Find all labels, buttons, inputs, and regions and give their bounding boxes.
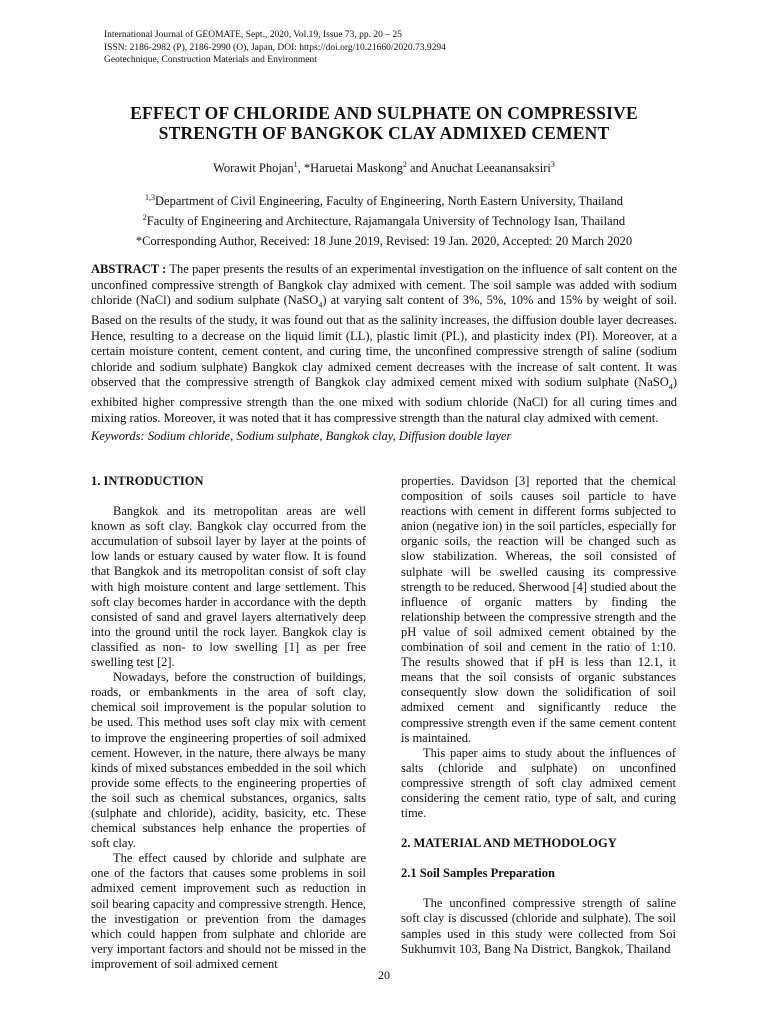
soil-samples-paragraph: The unconfined compressive strength of saline soft clay is discussed (chloride and sulphate). The soil samples used in this study were collected from Soi Sukhumvit 103, Bang Na District, Bangkok, Thailand: [401, 896, 676, 956]
author-1-affil-mark: 1: [293, 160, 298, 169]
section-heading-material-methodology: 2. MATERIAL AND METHODOLOGY: [401, 836, 617, 851]
affiliation-1-mark: 1,3: [145, 193, 156, 202]
abstract-text-1: The paper presents the results of an experimental investigation on the influence of salt content on the unconfined compressive strength of Bangkok clay admixed with cement. The soil sample was added with sodium chloride (NaCl) and sodium sulphate (NaSO: [91, 262, 677, 307]
author-1: Worawit Phojan: [213, 161, 294, 176]
paper-title: [60, 103, 708, 143]
abstract-text-2: ) at varying salt content of 3%, 5%, 10% and 15% by weight of soil. Based on the results of the study, it was found out that as the salinity increases, the diffusion double layer decreases. Hence, resulting to a decrease on the liquid limit (LL), plastic limit (PL), and plasticity index (PI). Moreover, at a certain moisture content, cement content, and curing time, the unconfined compressive strength of saline (sodium chloride and sodium sulphate) Bangkok clay admixed cement decreases with the increase of salt content. It was observed that the compressive strength of Bangkok clay admixed cement mixed with sodium sulphate (NaSO: [91, 293, 678, 389]
affiliation-2-mark: 2: [142, 212, 147, 222]
affiliations: [60, 190, 708, 229]
abstract-subscript-1: 4: [318, 300, 323, 310]
keywords: Keywords: Sodium chloride, Sodium sulphate, Bangkok clay, Diffusion double layer: [91, 429, 512, 443]
left-column: [91, 474, 366, 972]
intro-paragraph-1: Bangkok and its metropolitan areas are well known as soft clay. Bangkok clay occurred from the accumulation of subsoil layer by layer at the points of low lands or estuary caused by water flow. It is found that Bangkok and its metropolitan consist of soft clay with high moisture content and large settlement. This soft clay becomes harder in accordance with the depth consisted of sand and gravel layers alternatively deep into the ground until the rock layer. Bangkok clay is classified as non- to low swelling [1] as per free swelling test [2].: [91, 504, 366, 670]
subsection-heading-soil-samples: 2.1 Soil Samples Preparation: [401, 866, 555, 881]
abstract-text-3: ) exhibited higher compressive strength than the one mixed with sodium chloride (NaCl) for all curing times and mixing ratios. Moreover, it was noted that it has compressive strength than the natural clay admixed with cement.: [91, 375, 677, 425]
author-3-affil-mark: 3: [550, 160, 555, 169]
affiliation-2-text: Faculty of Engineering and Architecture, Rajamangala University of Technology Isan, Thailand: [146, 213, 626, 228]
abstract-subscript-2: 4: [668, 382, 673, 392]
journal-citation: International Journal of GEOMATE, Sept., 2020, Vol.19, Issue 73, pp. 20 – 25: [104, 30, 402, 40]
author-2-affil-mark: 2: [402, 160, 407, 169]
author-list: [60, 160, 708, 176]
title-line-2: STRENGTH OF BANGKOK CLAY ADMIXED CEMENT: [158, 123, 610, 143]
intro-paragraph-4: This paper aims to study about the influences of salts (chloride and sulphate) on unconfined compressive strength of soft clay admixed cement considering the cement ratio, type of salt, and curing time.: [401, 745, 676, 821]
section-heading-introduction: 1. INTRODUCTION: [91, 474, 204, 488]
journal-header: [104, 29, 446, 67]
intro-paragraph-2: Nowadays, before the construction of buildings, roads, or embankments in the area of soft clay, chemical soil improvement is the popular solution to be used. This method uses soft clay mix with cement to improve the engineering properties of soil admixed cement. However, in the nature, there always be many kinds of mixed substances embedded in the soil which provide some effects to the engineering properties of the soil such as chemical substances, organics, salts (sulphate and chloride), acidity, basicity, etc. These chemical substances help enhance the properties of soft clay.: [91, 670, 366, 851]
affiliation-1: [60, 190, 708, 210]
journal-category: Geotechnique, Construction Materials and Environment: [104, 55, 317, 65]
journal-issn-doi: ISSN: 2186-2982 (P), 2186-2990 (O), Japan, DOI: https://doi.org/10.21660/2020.73.9294: [104, 42, 446, 53]
intro-paragraph-3-continued: properties. Davidson [3] reported that the chemical composition of soils causes soil particle to have reactions with cement in different forms subjected to anion (negative ion) in the soil particles, especially for organic soils, the reaction will be changed such as slow stabilization. Whereas, the soil consisted of sulphate will be swelled causing its compressive strength to be reduced. Sherwood [4] studied about the influence of organic matters by finding the relationship between the compressive strength and the pH value of soil admixed cement obtained by the combination of soil and cement in the ratio of 1:10. The results showed that if pH is less than 12.1, it means that the soil consists of organic substances consequently slow down the solidification of soil admixed cement and significantly reduce the compressive strength even if the same cement content is maintained.: [401, 474, 676, 745]
affiliation-1-text: Department of Civil Engineering, Faculty of Engineering, North Eastern University, Thailand: [155, 194, 623, 209]
title-line-1: EFFECT OF CHLORIDE AND SULPHATE ON COMPRESSIVE: [130, 103, 638, 123]
page-number: 20: [378, 968, 390, 982]
intro-paragraph-3: The effect caused by chloride and sulphate are one of the factors that causes some problems in soil admixed cement improvement such as reduction in soil bearing capacity and compressive strength. Hence, the investigation or prevention from the damages which could happen from sulphate and chloride are very important factors and should not be missed in the improvement of soil admixed cement: [91, 851, 366, 971]
author-3: and Anuchat Leeanansaksiri: [406, 161, 551, 176]
author-2: , *Haruetai Maskong: [297, 161, 403, 176]
corresponding-author-line: *Corresponding Author, Received: 18 June 2019, Revised: 19 Jan. 2020, Accepted: 20 March 2020: [135, 234, 633, 248]
abstract-label: ABSTRACT :: [91, 262, 167, 276]
affiliation-2: [60, 210, 708, 230]
right-column: [401, 474, 676, 957]
abstract: [91, 262, 677, 426]
